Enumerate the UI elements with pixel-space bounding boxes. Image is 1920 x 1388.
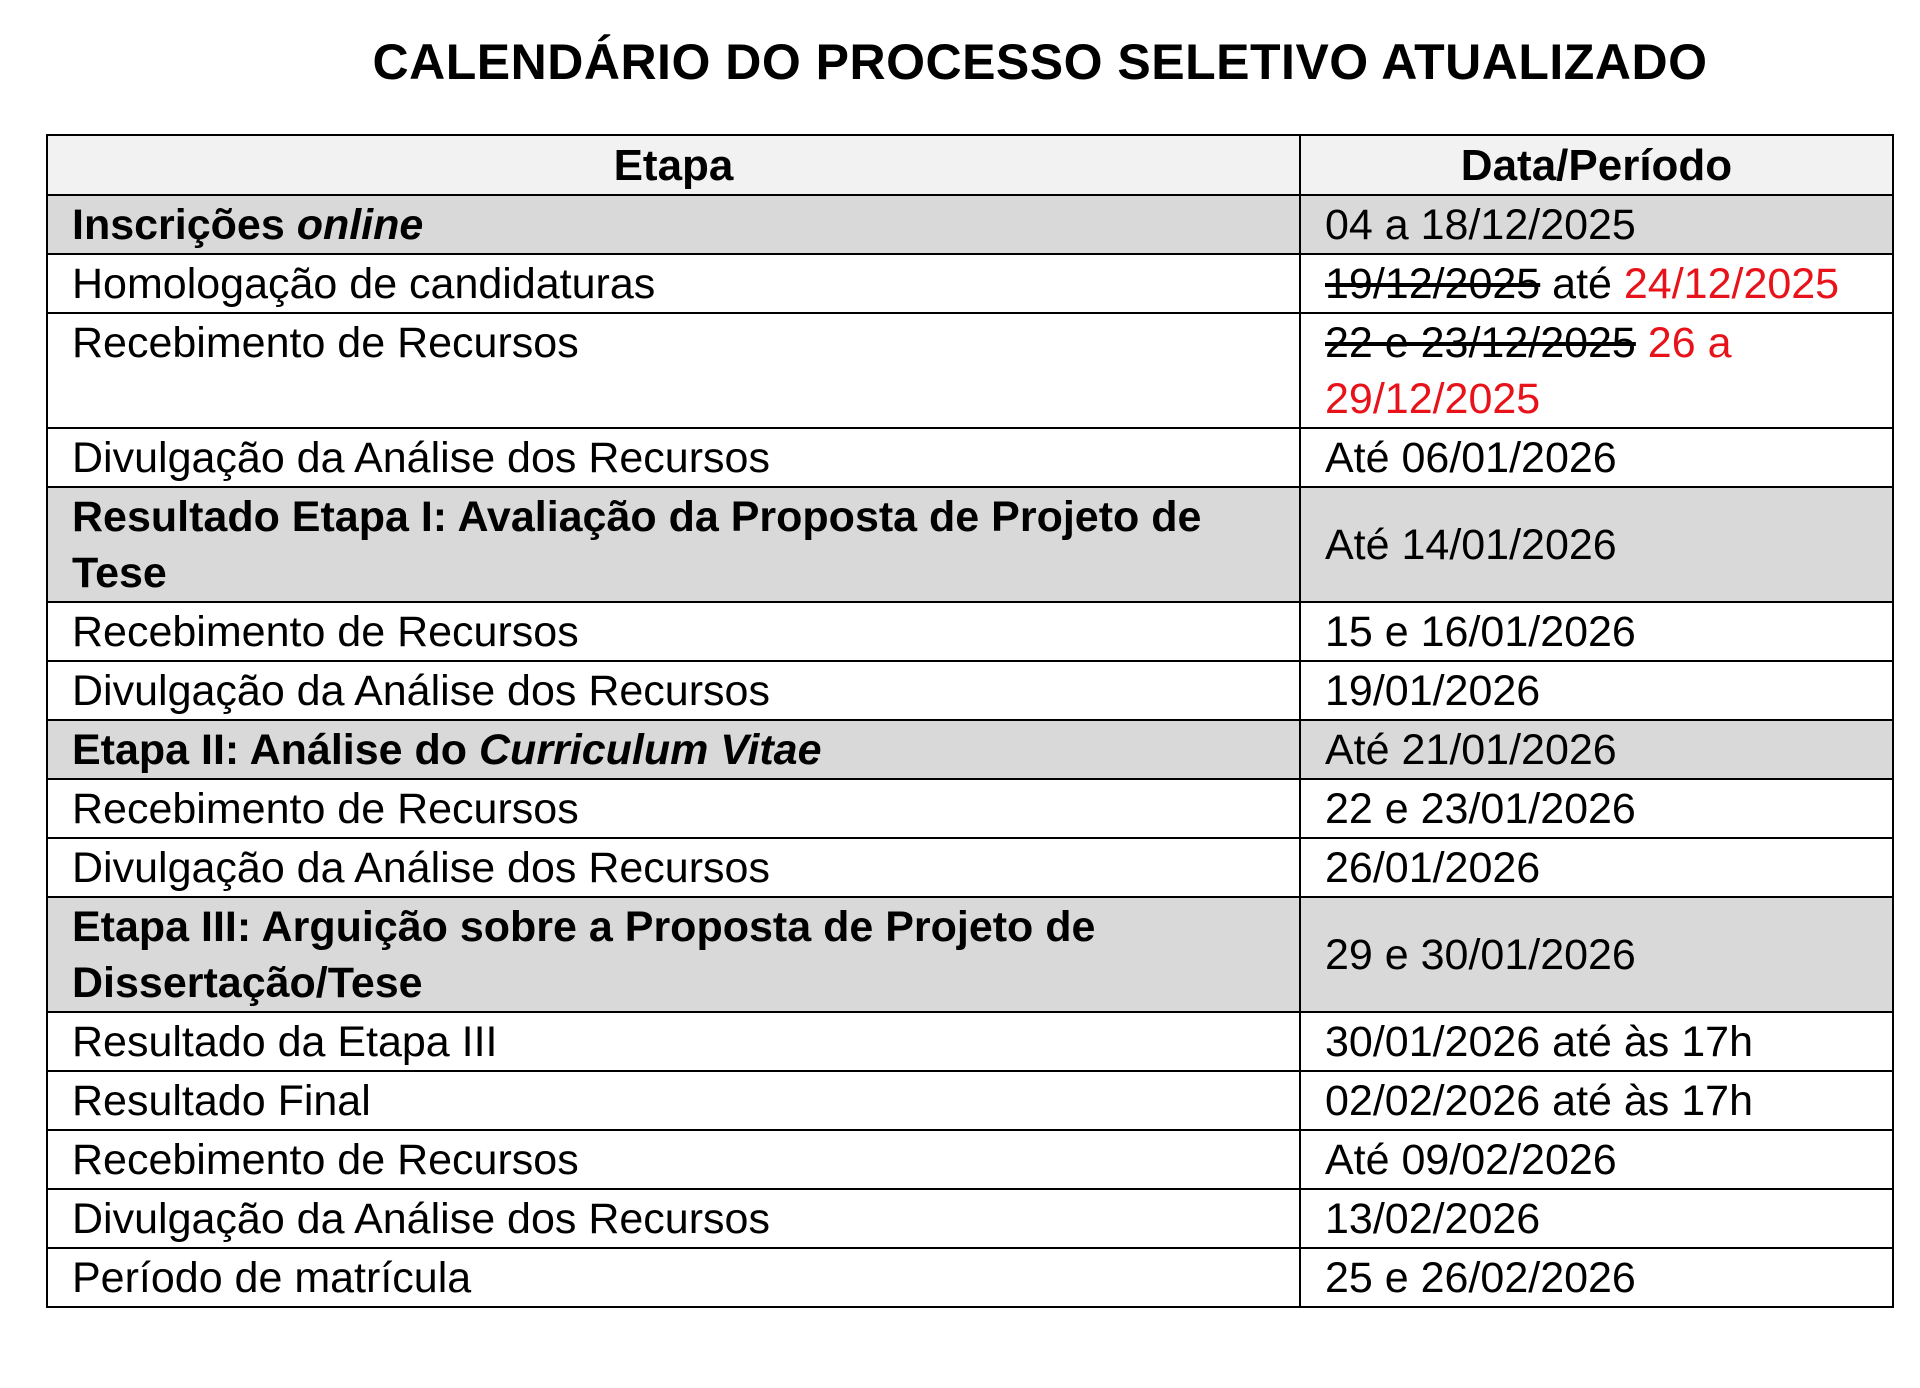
table-row (47, 602, 1893, 661)
period-cell: 04 a 18/12/2025 (1300, 195, 1893, 254)
stage-cell: Período de matrícula (47, 1248, 1300, 1307)
table-row (47, 720, 1893, 779)
table-row (47, 779, 1893, 838)
stage-cell: Divulgação da Análise dos Recursos (47, 838, 1300, 897)
stage-cell: Resultado Final (47, 1071, 1300, 1130)
period-cell: 19/01/2026 (1300, 661, 1893, 720)
period-cell: 13/02/2026 (1300, 1189, 1893, 1248)
table-row (47, 661, 1893, 720)
stage-cell: Inscrições online (47, 195, 1300, 254)
table-row (47, 1189, 1893, 1248)
stage-cell: Etapa III: Arguição sobre a Proposta de Projeto de Dissertação/Tese (47, 897, 1300, 1012)
period-cell: Até 09/02/2026 (1300, 1130, 1893, 1189)
stage-cell: Resultado da Etapa III (47, 1012, 1300, 1071)
table-row (47, 254, 1893, 313)
stage-cell: Recebimento de Recursos (47, 1130, 1300, 1189)
stage-cell: Homologação de candidaturas (47, 254, 1300, 313)
page-title: CALENDÁRIO DO PROCESSO SELETIVO ATUALIZADO (372, 34, 1708, 90)
table-row (47, 428, 1893, 487)
period-cell: 02/02/2026 até às 17h (1300, 1071, 1893, 1130)
header-stage: Etapa (47, 135, 1300, 195)
table-row (47, 838, 1893, 897)
table-row (47, 897, 1893, 1012)
period-cell: 26/01/2026 (1300, 838, 1893, 897)
table-row (47, 487, 1893, 602)
updated-date: 26 a 29/12/2025 (1325, 319, 1732, 423)
table-row (47, 1071, 1893, 1130)
stage-cell: Recebimento de Recursos (47, 313, 1300, 428)
period-cell (1300, 313, 1893, 428)
table-row (47, 195, 1893, 254)
table-row (47, 313, 1893, 428)
struck-date: 22 e 23/12/2025 (1325, 319, 1636, 367)
period-cell: 15 e 16/01/2026 (1300, 602, 1893, 661)
table-row (47, 1012, 1893, 1071)
table-row (47, 1130, 1893, 1189)
period-cell: 19/12/2025 até 24/12/2025 (1300, 254, 1893, 313)
stage-cell: Divulgação da Análise dos Recursos (47, 661, 1300, 720)
period-cell: 25 e 26/02/2026 (1300, 1248, 1893, 1307)
stage-cell: Resultado Etapa I: Avaliação da Proposta de Projeto de Tese (47, 487, 1300, 602)
table-row (47, 1248, 1893, 1307)
header-period: Data/Período (1300, 135, 1893, 195)
table-header-row (47, 135, 1893, 195)
period-cell: Até 14/01/2026 (1300, 487, 1893, 602)
stage-cell: Divulgação da Análise dos Recursos (47, 1189, 1300, 1248)
period-cell: 22 e 23/01/2026 (1300, 779, 1893, 838)
stage-cell: Recebimento de Recursos (47, 779, 1300, 838)
struck-date: 19/12/2025 (1325, 260, 1541, 308)
stage-cell: Etapa II: Análise do Curriculum Vitae (47, 720, 1300, 779)
period-cell: Até 06/01/2026 (1300, 428, 1893, 487)
period-cell: 29 e 30/01/2026 (1300, 897, 1893, 1012)
period-cell: Até 21/01/2026 (1300, 720, 1893, 779)
stage-cell: Divulgação da Análise dos Recursos (47, 428, 1300, 487)
stage-cell: Recebimento de Recursos (47, 602, 1300, 661)
schedule-table (46, 134, 1894, 1308)
updated-date: 24/12/2025 (1623, 260, 1840, 308)
period-cell: 30/01/2026 até às 17h (1300, 1012, 1893, 1071)
